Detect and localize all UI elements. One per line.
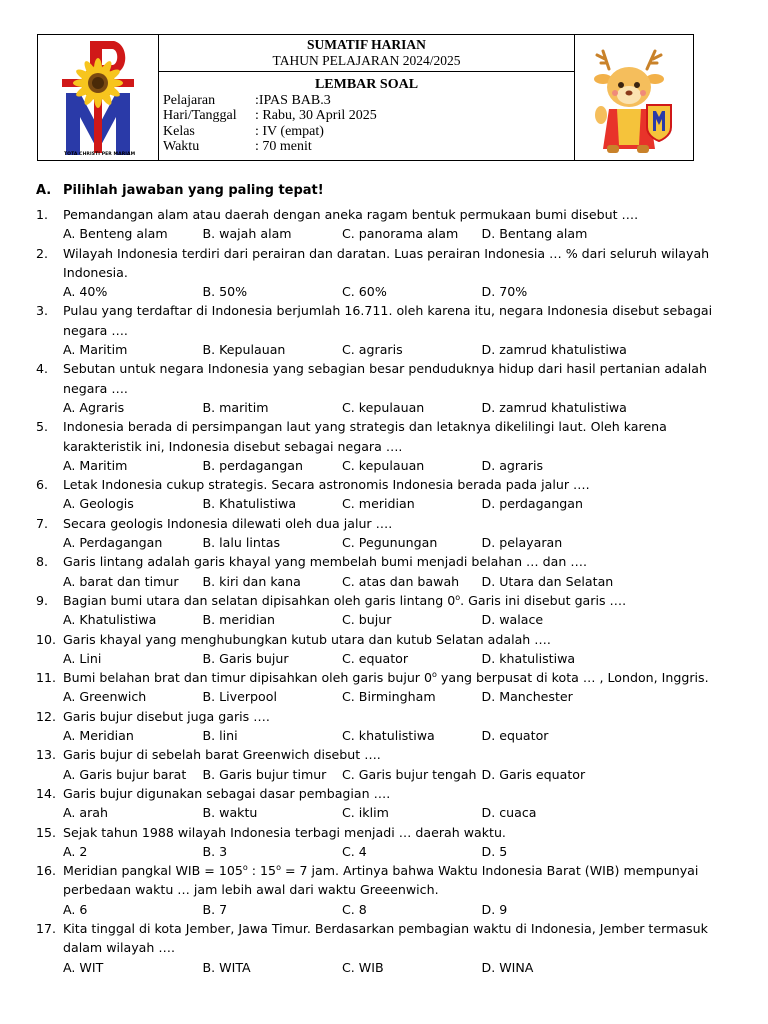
header-info: [159, 35, 575, 160]
school-logo: [38, 35, 159, 160]
question-number: 10.: [36, 631, 57, 647]
answer-option[interactable]: C. WIB: [342, 959, 384, 975]
answer-option[interactable]: D. agraris: [481, 457, 544, 473]
question-item: [36, 591, 736, 610]
question-number: 1.: [36, 207, 49, 222]
title-block: [159, 35, 574, 72]
answer-option[interactable]: C. Birmingham: [342, 689, 436, 705]
answer-option[interactable]: B. wajah alam: [202, 226, 292, 242]
answer-options: [36, 340, 736, 359]
answer-options: [36, 842, 736, 861]
answer-option[interactable]: A. WIT: [63, 959, 104, 975]
answer-options: [36, 282, 736, 301]
question-number: 16.: [36, 863, 57, 879]
question-text: Garis lintang adalah garis khayal yang membelah bumi menjadi belahan … dan ….: [63, 554, 587, 570]
question-item: [36, 823, 736, 842]
answer-option[interactable]: D. Bentang alam: [481, 226, 588, 242]
answer-options: [36, 456, 736, 475]
answer-option[interactable]: D. WINA: [481, 959, 534, 975]
mascot: [575, 35, 693, 160]
question-item: [36, 359, 736, 398]
answer-option[interactable]: A. Khatulistiwa: [63, 612, 157, 628]
school-logo-icon: [38, 35, 158, 162]
answer-option[interactable]: B. lini: [202, 728, 238, 744]
question-text: Bumi belahan brat dan timur dipisahkan oleh garis bujur 0$^o$ yang berpusat di kota … , London, Inggris.: [63, 669, 709, 686]
answer-options: [36, 687, 736, 706]
answer-option[interactable]: A. barat dan timur: [63, 573, 179, 589]
question-item: [36, 919, 736, 958]
answer-option[interactable]: C. panorama alam: [342, 226, 459, 242]
question-text: Garis khayal yang menghubungkan kutub utara dan kutub Selatan adalah ….: [63, 631, 551, 647]
question-number: 7.: [36, 515, 49, 531]
answer-option[interactable]: C. 8: [342, 901, 367, 917]
answer-option[interactable]: A. Maritim: [63, 457, 128, 473]
answer-option[interactable]: B. meridian: [202, 612, 276, 628]
info-value: : Rabu, 30 April 2025: [255, 108, 377, 123]
question-number: 2.: [36, 245, 49, 261]
answer-option[interactable]: B. 7: [202, 901, 228, 917]
answer-option[interactable]: D. zamrud khatulistiwa: [481, 342, 627, 358]
question-text: Sejak tahun 1988 wilayah Indonesia terbagi menjadi … daerah waktu.: [63, 824, 506, 840]
question-text: Bagian bumi utara dan selatan dipisahkan oleh garis lintang 0$^o$. Garis ini disebut garis ….: [63, 592, 627, 608]
answer-option[interactable]: B. waktu: [202, 805, 258, 821]
info-value: : IV (empat): [255, 123, 324, 139]
answer-option[interactable]: D. pelayaran: [481, 535, 563, 551]
answer-option[interactable]: C. Pegunungan: [342, 535, 438, 551]
answer-option[interactable]: D. khatulistiwa: [481, 650, 576, 666]
question-text: Wilayah Indonesia terdiri dari perairan dan daratan. Luas perairan Indonesia … % dari seluruh wilayah Indonesia.: [63, 245, 710, 280]
answer-options: [36, 649, 736, 668]
answer-options: [36, 224, 736, 243]
question-text: Pulau yang terdaftar di Indonesia berjumlah 16.711. oleh karena itu, negara Indonesia disebut sebagai negara ….: [63, 303, 713, 338]
answer-option[interactable]: C. 60%: [342, 284, 387, 300]
answer-option[interactable]: B. 50%: [202, 284, 248, 300]
answer-option[interactable]: C. kepulauan: [342, 399, 425, 415]
info-row-class: [159, 124, 574, 140]
answer-option[interactable]: B. Liverpool: [202, 689, 277, 705]
question-number: 14.: [36, 785, 57, 801]
info-label: Waktu: [163, 139, 200, 154]
question-text: Kita tinggal di kota Jember, Jawa Timur. Berdasarkan pembagian waktu di Indonesia, Jember termasuk dalam wilayah ….: [63, 920, 708, 956]
answer-option[interactable]: C. meridian: [342, 496, 415, 512]
answer-option[interactable]: C. khatulistiwa: [342, 728, 435, 744]
question-text: Sebutan untuk negara Indonesia yang sebagian besar penduduknya hidup dari hasil pertanian adalah negara ….: [63, 361, 707, 396]
question-number: 9.: [36, 592, 49, 608]
answer-option[interactable]: D. Utara dan Selatan: [481, 573, 614, 589]
question-number: 12.: [36, 708, 57, 724]
answer-option[interactable]: C. Garis bujur tengah: [342, 766, 477, 782]
answer-option[interactable]: B. kiri dan kana: [202, 573, 301, 589]
answer-options: [36, 533, 736, 552]
question-number: 11.: [36, 670, 57, 686]
question-item: [36, 707, 736, 726]
deer-mascot-icon: [575, 35, 693, 162]
logo-caption: TOTA CHRISTI PER MARIAM: [64, 152, 136, 157]
info-value: :IPAS BAB.3: [255, 92, 331, 108]
answer-option[interactable]: A. 6: [63, 901, 88, 917]
question-item: [36, 552, 736, 571]
answer-option[interactable]: B. maritim: [202, 399, 269, 415]
answer-option[interactable]: B. Garis bujur timur: [202, 766, 327, 782]
answer-options: [36, 900, 736, 919]
answer-option[interactable]: C. atas dan bawah: [342, 573, 460, 589]
question-text: Secara geologis Indonesia dilewati oleh dua jalur ….: [63, 515, 393, 531]
question-number: 3.: [36, 303, 49, 319]
answer-option[interactable]: B. WITA: [202, 959, 251, 975]
answer-option[interactable]: A. 40%: [63, 284, 108, 300]
info-value: : 70 menit: [255, 139, 312, 154]
question-item: [36, 630, 736, 649]
answer-option[interactable]: B. 3: [202, 843, 228, 859]
answer-option[interactable]: C. 4: [342, 843, 367, 859]
answer-option[interactable]: C. bujur: [342, 612, 392, 628]
question-number: 15.: [36, 824, 57, 840]
question-number: 5.: [36, 419, 49, 435]
info-row-time: [159, 139, 574, 155]
exam-title: SUMATIF HARIAN: [307, 37, 426, 52]
answer-option[interactable]: D. equator: [481, 728, 549, 744]
question-text: Meridian pangkal WIB = $105^o$ : $15^o = 7$ jam. Artinya bahwa Waktu Indonesia Barat (WIB) mempunyai perbedaan waktu … jam lebih awal dari waktu Greeenwich.: [63, 862, 699, 898]
answer-option[interactable]: D. 9: [481, 901, 508, 917]
answer-options: [36, 494, 736, 513]
answer-option[interactable]: D. perdagangan: [481, 496, 584, 512]
question-item: [36, 205, 736, 224]
question-text: Garis bujur disebut juga garis ….: [63, 708, 270, 724]
answer-options: [36, 765, 736, 784]
answer-option[interactable]: D. 5: [481, 843, 508, 859]
answer-options: [36, 958, 736, 977]
answer-option[interactable]: A. 2: [63, 843, 88, 859]
info-label: Hari/Tanggal: [163, 108, 237, 123]
answer-option[interactable]: A. arah: [63, 805, 108, 821]
question-item: [36, 784, 736, 803]
question-item: [36, 861, 736, 900]
question-item: [36, 514, 736, 533]
answer-option[interactable]: C. kepulauan: [342, 457, 425, 473]
answer-option[interactable]: D. Manchester: [481, 689, 573, 705]
academic-year: TAHUN PELAJARAN 2024/2025: [272, 53, 461, 68]
header-table: [37, 34, 694, 161]
answer-option[interactable]: B. Garis bujur: [202, 650, 289, 666]
answer-option[interactable]: B. Kepulauan: [202, 342, 286, 358]
question-item: [36, 668, 736, 687]
section-number: A.: [36, 183, 52, 198]
info-label: Kelas: [163, 123, 195, 139]
answer-option[interactable]: C. agraris: [342, 342, 403, 358]
question-text: Garis bujur digunakan sebagai dasar pembagian ….: [63, 785, 391, 801]
question-item: [36, 244, 736, 283]
answer-option[interactable]: A. Maritim: [63, 342, 128, 358]
sheet-title: LEMBAR SOAL: [314, 77, 419, 92]
answer-option[interactable]: B. perdagangan: [202, 457, 303, 473]
section-title: Pilihlah jawaban yang paling tepat!: [63, 183, 324, 198]
info-block: [159, 72, 574, 155]
question-list: [36, 205, 736, 977]
answer-option[interactable]: A. Garis bujur barat: [63, 766, 187, 782]
question-number: 4.: [36, 361, 49, 377]
answer-option[interactable]: A. Benteng alam: [63, 226, 168, 242]
answer-option[interactable]: D. cuaca: [481, 805, 537, 821]
question-number: 13.: [36, 747, 57, 763]
question-number: 6.: [36, 477, 49, 493]
question-item: [36, 745, 736, 764]
info-row-date: [159, 108, 574, 124]
info-label: Pelajaran: [163, 92, 216, 108]
answer-options: [36, 398, 736, 417]
answer-option[interactable]: D. walace: [481, 612, 544, 628]
answer-option[interactable]: A. Greenwich: [63, 689, 147, 705]
question-item: [36, 417, 736, 456]
answer-option[interactable]: A. Perdagangan: [63, 535, 163, 551]
answer-option[interactable]: B. lalu lintas: [202, 535, 281, 551]
answer-options: [36, 610, 736, 629]
question-text: Garis bujur di sebelah barat Greenwich disebut ….: [63, 747, 381, 763]
answer-option[interactable]: D. 70%: [481, 284, 528, 300]
question-text: Letak Indonesia cukup strategis. Secara astronomis Indonesia berada pada jalur ….: [63, 477, 590, 493]
answer-option[interactable]: A. Geologis: [63, 496, 134, 512]
question-text: Pemandangan alam atau daerah dengan aneka ragam bentuk permukaan bumi disebut ….: [63, 207, 639, 222]
question-item: [36, 475, 736, 494]
answer-option[interactable]: B. Khatulistiwa: [202, 496, 297, 512]
answer-option[interactable]: D. Garis equator: [481, 766, 586, 782]
section-header: [36, 183, 736, 205]
answer-option[interactable]: C. equator: [342, 650, 409, 666]
answer-option[interactable]: D. zamrud khatulistiwa: [481, 399, 627, 415]
answer-options: [36, 726, 736, 745]
question-number: 17.: [36, 920, 57, 936]
answer-option[interactable]: A. Lini: [63, 650, 102, 666]
question-sheet: [36, 183, 736, 977]
question-number: 8.: [36, 554, 49, 570]
question-item: [36, 301, 736, 340]
answer-options: [36, 803, 736, 822]
answer-option[interactable]: C. iklim: [342, 805, 389, 821]
answer-option[interactable]: A. Agraris: [63, 399, 125, 415]
answer-options: [36, 572, 736, 591]
answer-option[interactable]: A. Meridian: [63, 728, 134, 744]
info-row-subject: [159, 93, 574, 109]
question-text: Indonesia berada di persimpangan laut yang strategis dan letaknya dikelilingi laut. Oleh karena karakteristik ini, Indonesia disebut sebagai negara ….: [63, 419, 667, 454]
